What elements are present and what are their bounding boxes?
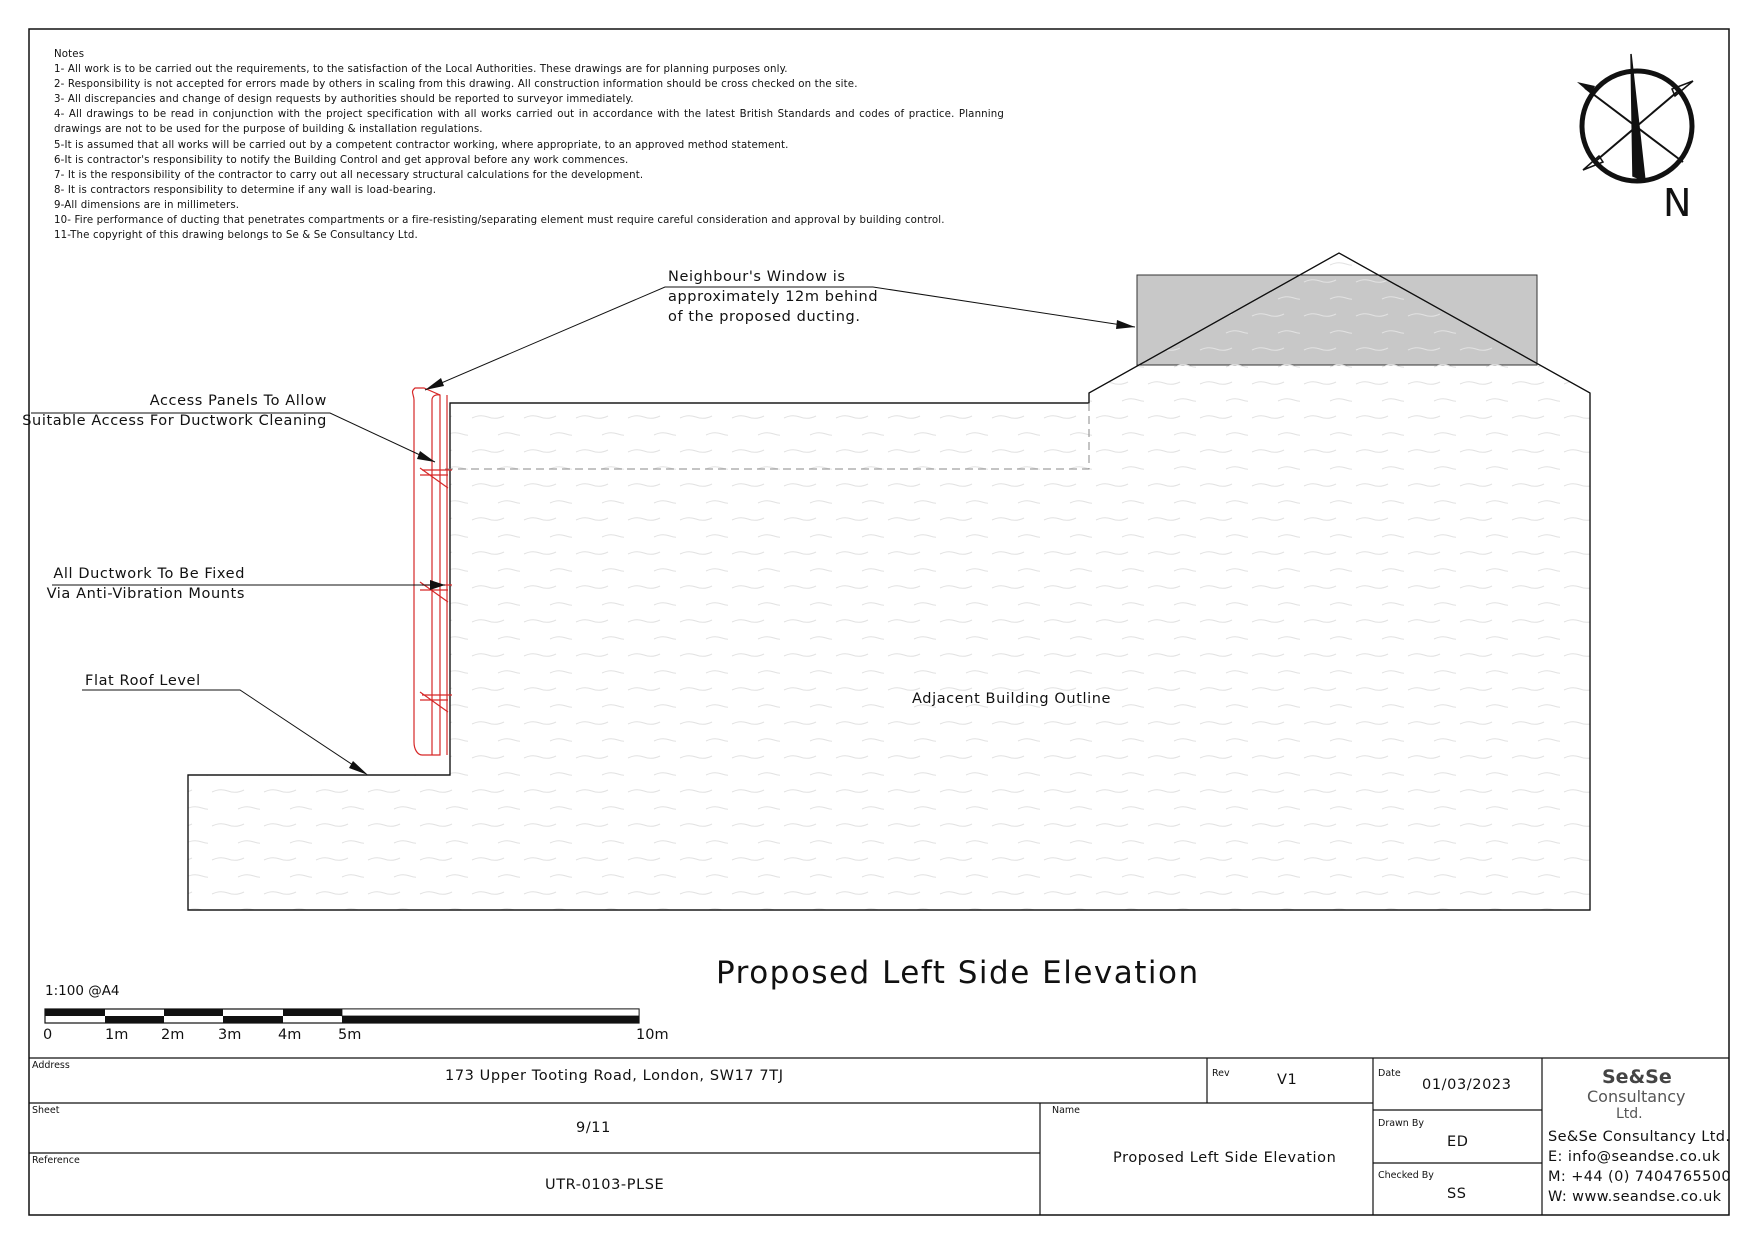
company-name: Se&Se Consultancy Ltd. [1548, 1129, 1731, 1145]
scale-tick-label: 3m [218, 1027, 242, 1043]
note-item: 7- It is the responsibility of the contractor to carry out all necessary structural calculations for the development. [54, 169, 644, 181]
company-mobile: M: +44 (0) 7404765500 [1548, 1169, 1732, 1185]
neighbour-window-label-1: Neighbour's Window is [668, 269, 846, 285]
scale-tick-label: 4m [278, 1027, 302, 1043]
reference-value: UTR-0103-PLSE [545, 1177, 665, 1193]
note-item: 6-It is contractor's responsibility to notify the Building Control and get approval before any work commences. [54, 154, 629, 166]
compass-icon [1577, 54, 1693, 181]
address-caption: Address [32, 1060, 70, 1071]
drawn-by-value: ED [1447, 1134, 1469, 1150]
note-item: 11-The copyright of this drawing belongs to Se & Se Consultancy Ltd. [54, 230, 418, 242]
ductwork [412, 388, 452, 755]
scale-tick-label: 10m [636, 1027, 669, 1043]
leader-flat-roof [82, 690, 365, 773]
access-panels-label-1: Access Panels To Allow [149, 393, 327, 409]
note-item: 8- It is contractors responsibility to determine if any wall is load-bearing. [54, 184, 437, 196]
address-value: 173 Upper Tooting Road, London, SW17 7TJ [445, 1068, 784, 1084]
drawn-by-caption: Drawn By [1378, 1118, 1424, 1129]
compass-north-label: N [1663, 181, 1692, 225]
rev-value: V1 [1277, 1072, 1298, 1088]
scale-tick-label: 2m [161, 1027, 185, 1043]
name-caption: Name [1052, 1105, 1081, 1116]
scale-tick-label: 0 [43, 1027, 53, 1043]
company-web: W: www.seandse.co.uk [1548, 1189, 1722, 1205]
note-item: 4- All drawings to be read in conjunction with the project specification with all works carried out in accordance with the latest British Standards and codes of practice. Planning drawings are not to be used for the purpose of building & installation regulations. [54, 109, 1004, 136]
company-logo-line2: Consultancy [1587, 1087, 1686, 1106]
note-item: 2- Responsibility is not accepted for errors made by others in scaling from this drawing. All construction information should be cross checked on the site. [54, 79, 858, 91]
company-logo-line3: Ltd. [1616, 1106, 1643, 1122]
reference-caption: Reference [32, 1155, 80, 1166]
neighbour-window-label-3: of the proposed ducting. [668, 309, 861, 325]
note-item: 9-All dimensions are in millimeters. [54, 199, 240, 211]
leader-neighbour-right [873, 287, 1135, 327]
ductwork-fixed-label-1: All Ductwork To Be Fixed [53, 566, 245, 582]
company-logo-line1: Se&Se [1602, 1066, 1672, 1088]
scale-tick-label: 5m [338, 1027, 362, 1043]
scale-bar [45, 1009, 639, 1023]
note-item: 10- Fire performance of ducting that penetrates compartments or a fire-resisting/separating element must require careful consideration and approval by building control. [54, 215, 945, 227]
name-value: Proposed Left Side Elevation [1113, 1150, 1337, 1166]
note-item: 1- All work is to be carried out the requirements, to the satisfaction of the Local Authorities. These drawings are for planning purposes only. [54, 64, 788, 76]
flat-roof-label: Flat Roof Level [85, 673, 201, 689]
drawing-title: Proposed Left Side Elevation [716, 955, 1200, 991]
date-value: 01/03/2023 [1422, 1077, 1512, 1093]
adjacent-building-outline [188, 253, 1590, 910]
sheet-caption: Sheet [32, 1105, 60, 1116]
general-notes [54, 47, 1004, 243]
notes-heading: Notes [54, 49, 85, 60]
note-item: 5-It is assumed that all works will be carried out by a competent contractor working, where appropriate, to an approved method statement. [54, 139, 789, 151]
access-panels-label-2: Suitable Access For Ductwork Cleaning [22, 413, 327, 429]
ductwork-fixed-label-2: Via Anti-Vibration Mounts [46, 586, 245, 602]
scale-text: 1:100 @A4 [45, 983, 120, 999]
checked-by-caption: Checked By [1378, 1170, 1434, 1181]
sheet-value: 9/11 [576, 1120, 611, 1136]
date-caption: Date [1378, 1068, 1401, 1079]
company-email: E: info@seandse.co.uk [1548, 1149, 1721, 1165]
adjacent-building-label: Adjacent Building Outline [912, 691, 1112, 707]
scale-tick-label: 1m [105, 1027, 129, 1043]
note-item: 3- All discrepancies and change of design requests by authorities should be reported to surveyor immediately. [54, 94, 634, 106]
checked-by-value: SS [1447, 1186, 1467, 1202]
neighbour-window-label-2: approximately 12m behind [668, 289, 879, 305]
rev-caption: Rev [1212, 1068, 1230, 1079]
